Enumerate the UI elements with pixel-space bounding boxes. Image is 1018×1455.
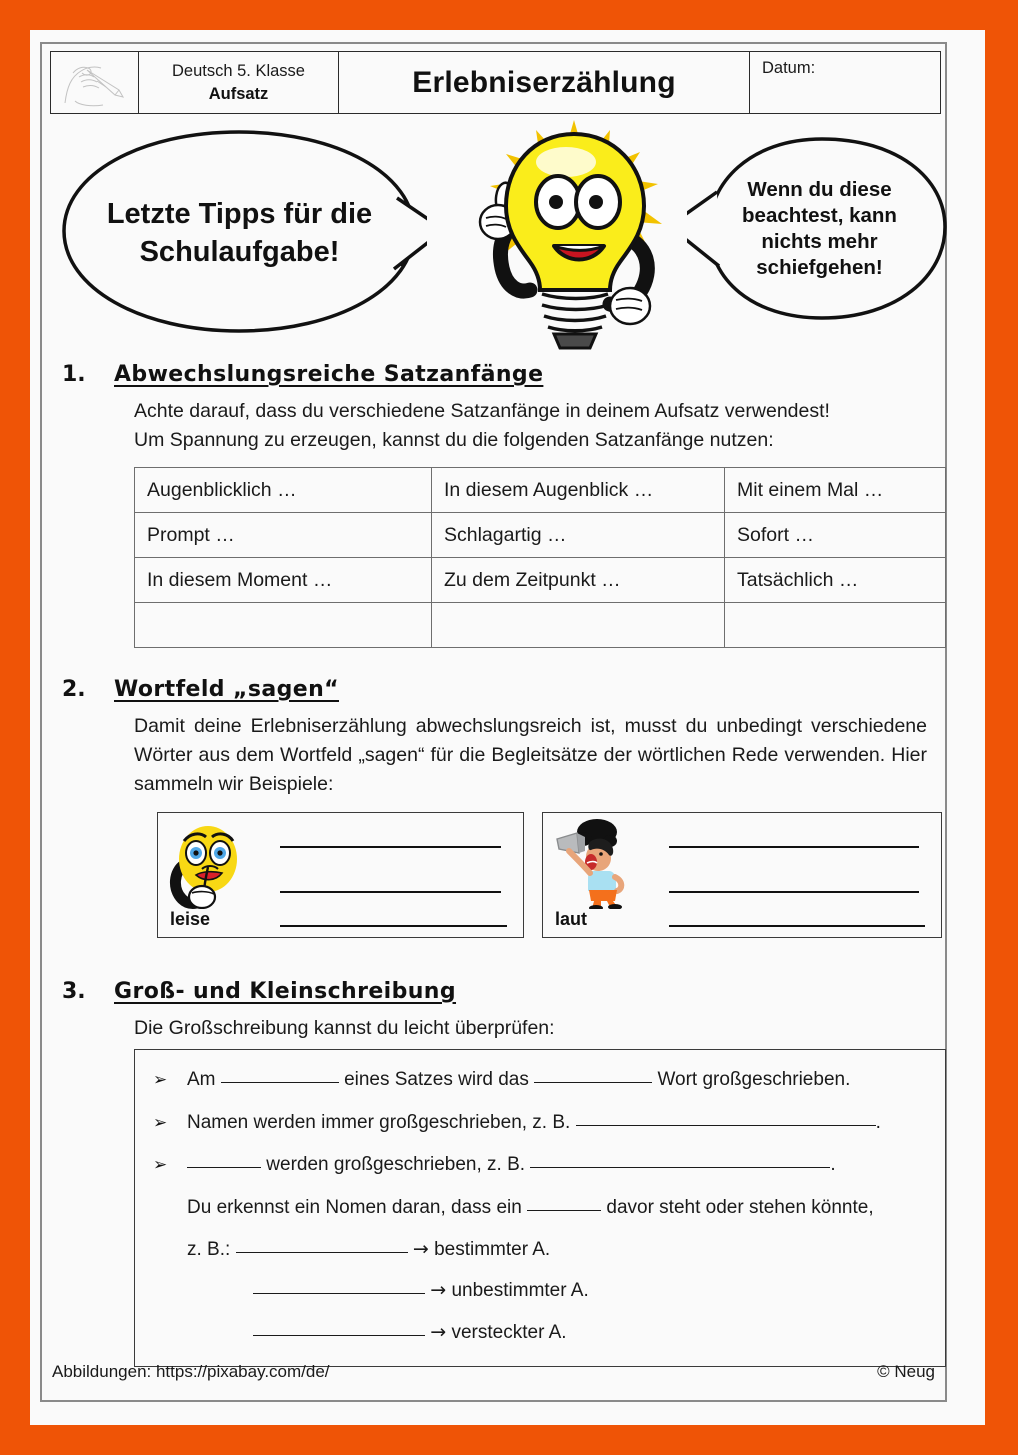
blank-field[interactable] [253,1279,425,1294]
arrow-bullet-icon: ➢ [153,1155,168,1176]
blank-field[interactable] [187,1153,261,1168]
rule-line-4 [187,1196,929,1221]
arrow-icon: → [412,1237,429,1260]
footer-copyright: © Neug [877,1362,935,1381]
section-1 [42,362,949,455]
blank-field[interactable] [253,1321,425,1336]
header-title-cell [339,52,750,113]
wordfield-box-laut [542,812,942,938]
blank-line[interactable] [669,846,919,848]
speech-bubble-left [52,126,427,341]
table-cell[interactable]: Mit einem Mal … [725,468,946,513]
section-3-heading [42,979,949,1004]
blank-field[interactable] [530,1153,830,1168]
arrow-bullet-icon: ➢ [153,1070,168,1090]
boy-with-megaphone-icon [553,819,631,909]
section-1-number: 1. [62,362,86,387]
table-cell[interactable]: Schlagartig … [432,513,725,558]
speech-bubble-right [687,134,952,324]
blank-line[interactable] [280,891,501,893]
blank-field[interactable] [236,1238,408,1253]
rule-line-1-text [187,1068,929,1093]
rule-line-7 [253,1320,929,1346]
rule-1-part-a: Am [187,1069,216,1090]
rule-5-label: z. B.: [187,1238,231,1260]
section-3-number: 3. [62,979,86,1004]
lightbulb-mascot-icon [462,118,692,358]
table-cell[interactable]: In diesem Moment … [135,558,432,603]
section-2-title: Wortfeld „sagen“ [114,677,339,702]
section-1-body-line1: Achte darauf, dass du verschiedene Satzanfänge in deinem Aufsatz verwendest! [134,400,830,422]
table-cell[interactable]: In diesem Augenblick … [432,468,725,513]
rule-1-part-c: Wort großgeschrieben. [657,1069,851,1090]
wordfield-label-laut: laut [555,909,588,929]
date-label: Datum: [762,59,816,77]
section-2-number: 2. [62,677,86,702]
arrow-icon: → [430,1321,447,1344]
section-3-title: Groß- und Kleinschreibung [114,979,457,1004]
wordfield-box-leise [157,812,524,938]
blank-field[interactable] [221,1068,339,1083]
blank-field[interactable] [576,1111,876,1126]
arrow-bullet-icon: ➢ [153,1112,168,1133]
section-3 [42,979,949,1043]
blank-line[interactable] [669,891,919,893]
shushing-face-icon [168,819,246,909]
table-row-empty [135,603,946,648]
header-subject-type: Aufsatz [208,84,269,103]
rule-line-3 [153,1153,929,1178]
blank-line[interactable] [669,925,925,927]
table-row [135,558,946,603]
rule-6-text: unbestimmter A. [451,1280,589,1302]
section-1-title: Abwechslungsreiche Satzanfänge [114,362,544,387]
wordfield-lines-laut [639,813,925,937]
speech-bubble-left-text: Letzte Tipps für die Schulaufgabe! [106,198,373,268]
sentence-starter-table [134,467,946,648]
rules-box [134,1049,946,1367]
blank-field[interactable] [527,1196,601,1211]
table-cell[interactable]: Augenblicklich … [135,468,432,513]
table-cell[interactable]: Tatsächlich … [725,558,946,603]
section-2 [42,677,949,799]
section-2-heading [42,677,949,702]
rule-3-period: . [830,1154,836,1176]
header-date-cell[interactable] [750,52,940,113]
blank-line[interactable] [280,846,501,848]
table-row [135,513,946,558]
arrow-icon: → [430,1279,447,1302]
wordfield-lines-leise [254,813,507,937]
page-title: Erlebniserzählung [412,65,676,99]
mascot-band [42,116,949,356]
rule-2-part-a: Namen werden immer großgeschrieben, z. B. [187,1111,571,1133]
table-cell-empty[interactable] [135,603,432,648]
page-frame [40,42,947,1402]
rule-line-6 [253,1278,929,1304]
table-cell-empty[interactable] [432,603,725,648]
header-icon-cell [51,52,139,113]
rule-line-2 [153,1111,929,1136]
hand-writing-icon [57,57,133,109]
rule-line-5 [187,1237,929,1263]
table-cell[interactable]: Sofort … [725,513,946,558]
table-cell[interactable]: Prompt … [135,513,432,558]
rule-line-2-text [187,1111,929,1136]
blank-line[interactable] [280,925,507,927]
wordfield-label-leise: leise [170,909,211,929]
worksheet-sheet [30,30,985,1425]
header-subject-cell [139,52,339,113]
rule-line-1 [153,1068,929,1093]
rule-2-period: . [875,1111,881,1133]
rule-4-part-a: Du erkennst ein Nomen daran, dass ein [187,1197,522,1219]
rule-4-part-b: davor steht oder stehen könnte, [606,1197,874,1219]
rule-1-part-b: eines Satzes wird das [344,1069,529,1090]
table-row [135,468,946,513]
blank-field[interactable] [534,1068,652,1083]
header-subject-grade: Deutsch 5. Klasse [172,62,305,81]
rule-line-3-text [187,1153,929,1178]
footer-credit: Abbildungen: https://pixabay.com/de/ [52,1362,330,1381]
table-cell-empty[interactable] [725,603,946,648]
rule-3-part-a: werden großgeschrieben, z. B. [266,1154,526,1176]
rule-7-text: versteckter A. [451,1322,567,1344]
section-1-body-line2: Um Spannung zu erzeugen, kannst du die folgenden Satzanfänge nutzen: [134,428,774,451]
section-1-heading [42,362,949,387]
rule-5-text: bestimmter A. [434,1238,551,1260]
worksheet-footer [52,1362,935,1382]
wordfield-row [42,812,949,942]
section-3-body: Die Großschreibung kannst du leicht überprüfen: [134,1017,555,1039]
speech-bubble-right-text: Wenn du diese beachtest, kann nichts mehr schiefgehen! [742,177,897,280]
worksheet-header [50,51,941,114]
section-2-body: Damit deine Erlebniserzählung abwechslungsreich ist, musst du unbedingt verschiedene Wörter aus dem Wortfeld „sagen“ für die Begleitsätze der wörtlichen Rede verwenden. Hier sammeln wir Beispiele: [134,715,927,795]
table-cell[interactable]: Zu dem Zeitpunkt … [432,558,725,603]
